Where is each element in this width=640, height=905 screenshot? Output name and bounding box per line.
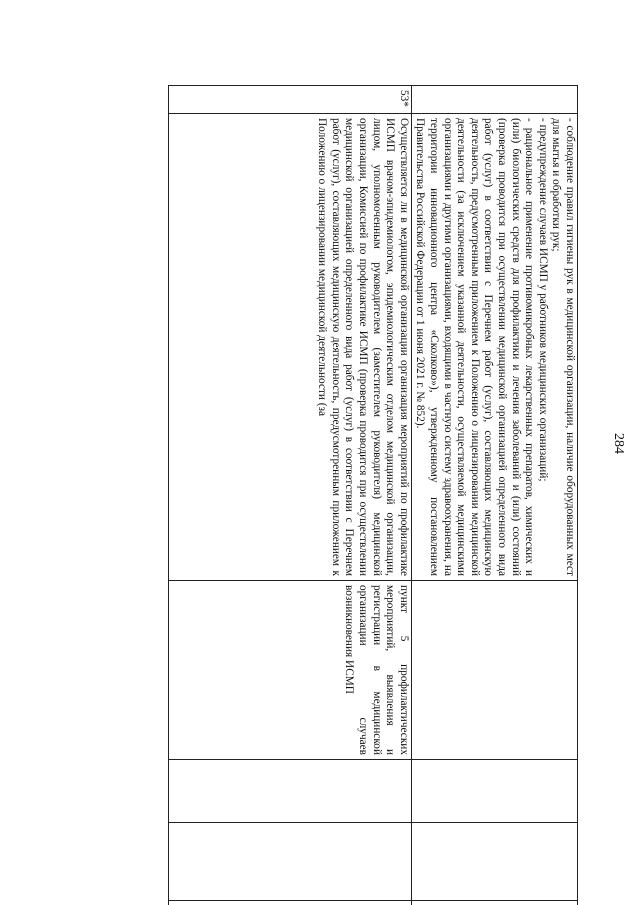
answer-cell-na xyxy=(411,901,577,905)
answer-cell-no xyxy=(411,823,577,901)
table-row xyxy=(168,86,411,905)
reference-cell xyxy=(411,581,577,760)
page-number: 284 xyxy=(611,433,626,454)
reference-cell: пункт 5 профилактических мероприятий, выявления и регистрации в медицинской организации случаев возникновения ИСМП xyxy=(168,581,411,760)
answer-cell-yes xyxy=(411,760,577,823)
answer-cell-yes xyxy=(168,760,411,823)
requirement-text-cell xyxy=(168,114,411,581)
row-number-cell xyxy=(411,86,577,114)
answer-cell-na xyxy=(168,901,411,905)
row-number-cell: 53* xyxy=(168,86,411,114)
requirement-paragraph: - предупреждение случаев ИСМП у работников медицинских организаций; xyxy=(536,118,549,482)
table-row xyxy=(411,86,577,905)
requirement-text-cell xyxy=(411,114,577,581)
requirement-paragraph: - рациональное применение противомикробных лекарственных препаратов, химических и (или) биологических средств для профилактики и лечения заболеваний и (или) состояний (проверка проводится при осуществлении медицинской организацией определенного вида работ (услуг) в соответствии с Перечнем работ (услуг), составляющих медицинскую деятельность, предусмотренным приложением к Положению о лицензировании медицинской деятельности (за исключением указанной деятельности, осуществляемой медицинскими организациями и другими организациями, входящими в частную систему здравоохранения, на территории инновационного центра «Сколково»), утвержденному постановлением Правительства Российской Федерации от 1 июня 2021 г. № 852). xyxy=(414,118,536,576)
checklist-table xyxy=(168,85,578,905)
answer-cell-no xyxy=(168,823,411,901)
requirement-paragraph: - соблюдение правил гигиены рук в медицинской организации, наличие оборудованных мест для мытья и обработки рук; xyxy=(550,118,576,576)
requirement-paragraph: Осуществляется ли в медицинской организации организация мероприятий по профилактике ИСМП врачом-эпидемиологом, эпидемиологическим отделом медицинской организации, лицом, уполномоченным руководителем (заместителем руководителя) медицинской организации, Комиссией по профилактике ИСМП (проверка проводится при осуществлении медицинской организацией определенного вида работ (услуг) в соответствии с Перечнем работ (услуг), составляющих медицинскую деятельность, предусмотренным приложением к Положению о лицензировании медицинской деятельности (за xyxy=(316,118,410,576)
